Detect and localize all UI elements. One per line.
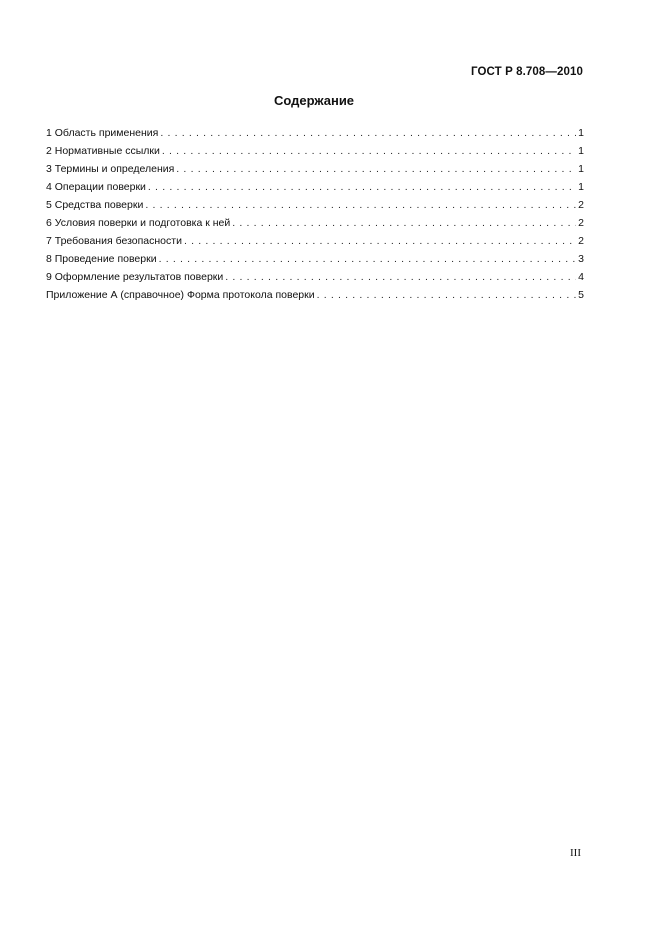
toc-entry-conducting[interactable] [46,250,584,268]
toc-entry-label: 1 Область применения [46,127,159,139]
toc-leader-dots [184,232,576,250]
toc-leader-dots [148,178,576,196]
toc-entry-safety[interactable] [46,232,584,250]
toc-entry-page: 1 [578,127,584,139]
toc-entry-label: 3 Термины и определения [46,163,175,175]
toc-entry-page: 1 [578,163,584,175]
toc-entry-page: 1 [578,145,584,157]
page-number: III [570,847,581,859]
toc-entry-label: 2 Нормативные ссылки [46,145,160,157]
toc-leader-dots [225,268,576,286]
toc-title: Содержание [273,93,355,108]
toc-entry-label: 7 Требования безопасности [46,235,182,247]
toc-entry-label: 5 Средства поверки [46,199,144,211]
toc-leader-dots [145,196,576,214]
toc-entry-label: Приложение А (справочное) Форма протокола поверки [46,289,315,301]
toc-entry-terms[interactable] [46,160,584,178]
toc-entry-page: 2 [578,199,584,211]
document-code: ГОСТ Р 8.708—2010 [471,66,583,78]
toc-leader-dots [159,250,577,268]
toc-entry-label: 4 Операции поверки [46,181,146,193]
toc-leader-dots [317,286,577,304]
table-of-contents [46,124,584,304]
toc-leader-dots [162,142,576,160]
toc-entry-label: 8 Проведение поверки [46,253,157,265]
toc-entry-page: 5 [578,289,584,301]
toc-entry-appendix-a[interactable] [46,286,584,304]
toc-entry-verification-operations[interactable] [46,178,584,196]
toc-entry-conditions[interactable] [46,214,584,232]
toc-entry-verification-means[interactable] [46,196,584,214]
toc-leader-dots [160,124,576,142]
toc-entry-page: 2 [578,235,584,247]
toc-entry-label: 9 Оформление результатов поверки [46,271,224,283]
toc-entry-page: 1 [578,181,584,193]
toc-entry-page: 4 [578,271,584,283]
toc-entry-scope[interactable] [46,124,584,142]
toc-entry-normative-references[interactable] [46,142,584,160]
toc-entry-label: 6 Условия поверки и подготовка к ней [46,217,231,229]
toc-leader-dots [232,214,576,232]
toc-entry-page: 3 [578,253,584,265]
toc-entry-page: 2 [578,217,584,229]
toc-entry-results[interactable] [46,268,584,286]
toc-leader-dots [176,160,576,178]
